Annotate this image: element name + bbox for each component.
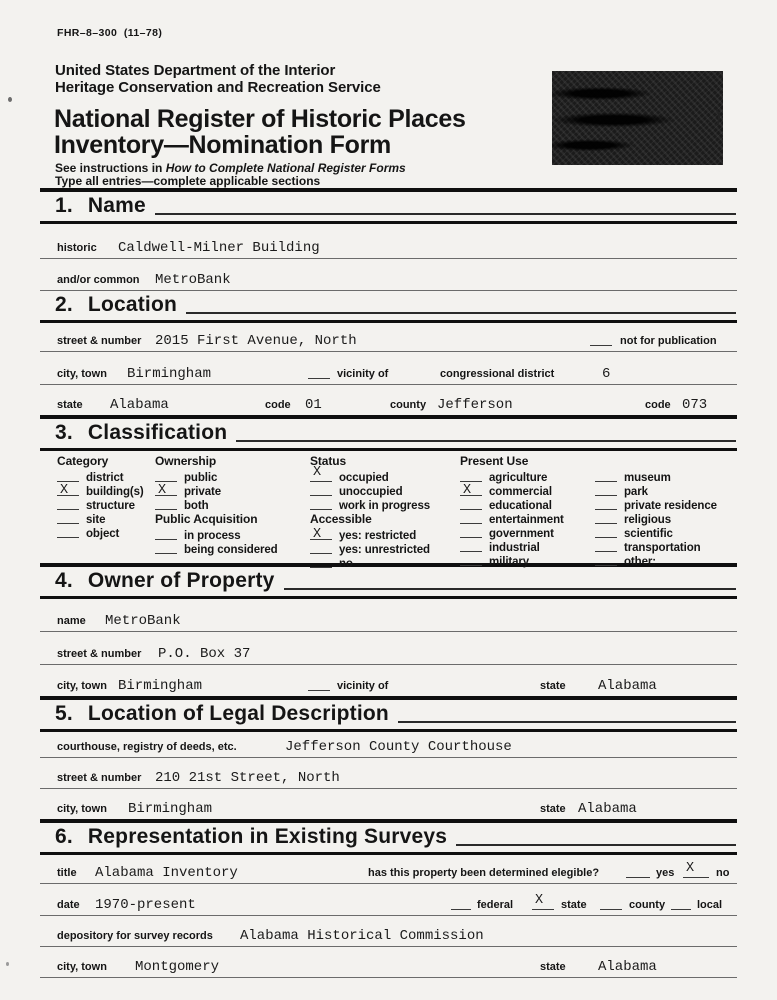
county-label: county: [390, 399, 427, 411]
checkbox-entertainment: [460, 512, 564, 526]
legal-state-label: state: [540, 803, 566, 815]
checkbox-blank: [460, 547, 482, 552]
ownership-column: [155, 455, 278, 556]
checkbox-label: district: [86, 472, 124, 484]
county-option-label: county: [629, 899, 666, 911]
section-divider: [40, 696, 737, 700]
depository-row: [40, 916, 737, 947]
code-label: code: [645, 399, 671, 411]
checkbox-label: agriculture: [489, 472, 548, 484]
checkbox-label: both: [184, 500, 209, 512]
checkbox-blank: [310, 563, 332, 568]
survey-state-value: Alabama: [598, 959, 657, 975]
checkbox-blank: [595, 491, 617, 496]
code-label: code: [265, 399, 291, 411]
yes-blank: [626, 869, 650, 878]
category-column: [57, 455, 144, 540]
instructions-manual-title: How to Complete National Register Forms: [165, 161, 406, 175]
yes-label: yes: [656, 867, 675, 879]
survey-title-label: title: [57, 867, 77, 879]
street-value: 2015 First Avenue, North: [155, 333, 357, 349]
checkbox-blank: [460, 477, 482, 482]
instructions-prefix: See instructions in: [55, 161, 166, 175]
checkbox-label: other:: [624, 556, 656, 568]
section-1-heading: [40, 188, 737, 224]
checkbox-blank: [595, 505, 617, 510]
checkbox-commercial: [460, 484, 564, 498]
not-for-publication-blank: [590, 337, 612, 346]
depository-label: depository for survey records: [57, 930, 213, 942]
page-title: [54, 106, 737, 158]
checkbox-structure: [57, 498, 144, 512]
survey-date-label: date: [57, 899, 80, 911]
checkbox-label: transportation: [624, 542, 701, 554]
section-title: Location: [87, 293, 178, 316]
checkbox-label: industrial: [489, 542, 540, 554]
section-title: Owner of Property: [87, 569, 275, 592]
heading-rule: [236, 440, 736, 442]
checkbox-object: [57, 526, 144, 540]
checkbox-occupied: [310, 465, 430, 484]
legal-city-row: [40, 789, 737, 819]
historic-name-row: [40, 224, 737, 259]
x-mark: X: [158, 483, 167, 498]
checkbox-military: [460, 554, 564, 568]
city-row: [40, 352, 737, 385]
section-5-heading: [40, 696, 737, 732]
checkbox-label: religious: [624, 514, 672, 526]
checkbox-blank: [595, 519, 617, 524]
state-option-blank: [532, 893, 554, 910]
city-label: city, town: [57, 368, 107, 380]
legal-street-value: 210 21st Street, North: [155, 770, 340, 786]
checkbox-label: structure: [86, 500, 135, 512]
stamp-artifact: ): [714, 106, 722, 128]
instructions: [55, 162, 737, 188]
local-blank: [671, 901, 691, 910]
local-option-label: local: [697, 899, 723, 911]
historic-value: Caldwell-Milner Building: [118, 240, 320, 256]
checkbox-in-process: [155, 528, 278, 542]
courthouse-row: [40, 732, 737, 758]
checkbox-work-in-progress: [310, 498, 430, 512]
checkbox-label: private residence: [624, 500, 717, 512]
checkbox-label: object: [86, 528, 120, 540]
checkbox-industrial: [460, 540, 564, 554]
city-value: Birmingham: [127, 366, 212, 382]
checkbox-label: no: [339, 558, 353, 570]
checkbox-blank: [155, 505, 177, 510]
checkbox-no: [310, 556, 430, 570]
state-value: Alabama: [110, 397, 169, 413]
checkbox-label: military: [489, 556, 530, 568]
checkbox-label: work in progress: [339, 500, 431, 512]
legal-city-value: Birmingham: [128, 801, 213, 817]
title-line-2: Inventory—Nomination Form: [54, 131, 391, 159]
code-value: 01: [305, 397, 322, 413]
vicinity-blank: [308, 370, 330, 379]
legal-state-value: Alabama: [578, 801, 637, 817]
owner-city-row: [40, 665, 737, 696]
checkbox-label: museum: [624, 472, 671, 484]
checkbox-blank: [155, 549, 177, 554]
survey-city-row: [40, 947, 737, 978]
vicinity-label: vicinity of: [337, 368, 389, 380]
checkbox-label: commercial: [489, 486, 552, 498]
heading-rule: [186, 312, 736, 314]
county-blank: [600, 901, 622, 910]
section-number: 6.: [55, 825, 73, 848]
survey-city-label: city, town: [57, 961, 107, 973]
checkbox-blank: [460, 483, 482, 498]
checkbox-label: unoccupied: [339, 486, 403, 498]
section-number: 4.: [55, 569, 73, 592]
legal-street-label: street & number: [57, 772, 142, 784]
survey-city-value: Montgomery: [135, 959, 220, 975]
column-title: Ownership: [155, 454, 217, 468]
checkbox-blank: [57, 477, 79, 482]
owner-city-label: city, town: [57, 680, 107, 692]
x-mark: X: [463, 483, 472, 498]
congressional-district-label: congressional district: [440, 368, 555, 380]
column-subtitle: Accessible: [310, 512, 372, 526]
checkbox-blank: [460, 505, 482, 510]
checkbox-label: government: [489, 528, 554, 540]
section-title: Classification: [87, 421, 228, 444]
checkbox-blank: [595, 477, 617, 482]
common-name-label: and/or common: [57, 274, 140, 286]
x-mark: X: [686, 861, 695, 876]
code-value: 073: [682, 397, 708, 413]
checkbox-religious: [595, 512, 717, 526]
checkbox-blank: [155, 535, 177, 540]
checkbox-private: [155, 484, 278, 498]
checkbox-blank: [155, 483, 177, 498]
checkbox-yes-restricted: [310, 528, 430, 542]
heading-rule: [284, 588, 736, 590]
checkbox-blank: [595, 547, 617, 552]
survey-date-row: [40, 884, 737, 916]
checkbox-yes-unrestricted: [310, 542, 430, 556]
classification-grid: [40, 451, 737, 570]
checkbox-label: in process: [184, 530, 241, 542]
section-title: Name: [87, 194, 146, 217]
street-label: street & number: [57, 335, 142, 347]
checkbox-blank: [310, 527, 332, 542]
courthouse-value: Jefferson County Courthouse: [285, 739, 512, 755]
section-number: 2.: [55, 293, 73, 316]
eligible-question: has this property been determined elegible?: [368, 867, 600, 879]
checkbox-blank: [310, 491, 332, 496]
no-label: no: [716, 867, 730, 879]
checkbox-blank: [310, 465, 332, 482]
column-subtitle: Public Acquisition: [155, 512, 258, 526]
depository-value: Alabama Historical Commission: [240, 928, 484, 944]
vicinity-label: vicinity of: [337, 680, 389, 692]
checkbox-unoccupied: [310, 484, 430, 498]
checkbox-government: [460, 526, 564, 540]
county-value: Jefferson: [437, 397, 513, 413]
state-row: [40, 385, 737, 415]
agency-line: Heritage Conservation and Recreation Service: [55, 79, 381, 96]
checkbox-blank: [460, 561, 482, 566]
historic-label: historic: [57, 242, 97, 254]
common-name-row: [40, 259, 737, 291]
owner-state-value: Alabama: [598, 678, 657, 694]
checkbox-blank: [595, 561, 617, 566]
owner-state-label: state: [540, 680, 566, 692]
checkbox-blank: [57, 505, 79, 510]
owner-city-value: Birmingham: [118, 678, 203, 694]
checkbox-blank: [460, 533, 482, 538]
x-mark: X: [60, 483, 69, 498]
checkbox-label: building(s): [86, 486, 144, 498]
section-2-heading: [40, 293, 737, 323]
owner-street-label: street & number: [57, 648, 142, 660]
survey-state-label: state: [540, 961, 566, 973]
owner-street-row: [40, 632, 737, 665]
checkbox-museum: [595, 470, 717, 484]
checkbox-being-considered: [155, 542, 278, 556]
section-divider: [40, 188, 737, 192]
checkbox-label: being considered: [184, 544, 278, 556]
checkbox-blank: [57, 533, 79, 538]
checkbox-blank: [310, 549, 332, 554]
checkbox-label: yes: restricted: [339, 530, 417, 542]
federal-label: federal: [477, 899, 514, 911]
checkbox-buildings: [57, 484, 144, 498]
checkbox-blank: [155, 477, 177, 482]
survey-date-value: 1970-present: [95, 897, 196, 913]
heading-rule: [456, 844, 736, 846]
checkbox-educational: [460, 498, 564, 512]
common-name-value: MetroBank: [155, 272, 231, 288]
checkbox-label: occupied: [339, 472, 389, 484]
survey-title-row: [40, 855, 737, 884]
title-line-1: National Register of Historic Places: [54, 105, 466, 133]
checkbox-label: entertainment: [489, 514, 564, 526]
checkbox-label: educational: [489, 500, 552, 512]
checkbox-agriculture: [460, 470, 564, 484]
section-divider: [40, 415, 737, 419]
checkbox-blank: [57, 519, 79, 524]
checkbox-blank: [310, 505, 332, 510]
status-column: [310, 455, 430, 570]
owner-name-value: MetroBank: [105, 613, 181, 629]
checkbox-label: site: [86, 514, 106, 526]
section-number: 3.: [55, 421, 73, 444]
state-label: state: [57, 399, 83, 411]
x-mark: X: [535, 893, 544, 908]
checkbox-transportation: [595, 540, 717, 554]
section-title: Location of Legal Description: [87, 702, 389, 725]
scan-artifact-dot: [8, 97, 12, 102]
survey-title-value: Alabama Inventory: [95, 865, 238, 881]
checkbox-label: scientific: [624, 528, 673, 540]
street-row: [40, 323, 737, 352]
checkbox-both: [155, 498, 278, 512]
column-title: Category: [57, 454, 109, 468]
section-6-heading: [40, 819, 737, 855]
x-mark: X: [313, 465, 322, 480]
federal-blank: [451, 901, 471, 910]
checkbox-public: [155, 470, 278, 484]
checkbox-label: public: [184, 472, 218, 484]
column-title: Present Use: [460, 454, 529, 468]
column-title: Status: [310, 454, 347, 468]
state-option-label: state: [561, 899, 587, 911]
owner-street-value: P.O. Box 37: [158, 646, 251, 662]
present-use-column: [460, 455, 564, 568]
heading-rule: [398, 721, 736, 723]
section-3-heading: [40, 415, 737, 451]
present-use-column-2: [595, 455, 717, 568]
checkbox-district: [57, 470, 144, 484]
section-number: 5.: [55, 702, 73, 725]
checkbox-blank: [460, 519, 482, 524]
agency-block: [55, 62, 737, 96]
checkbox-park: [595, 484, 717, 498]
checkbox-private-residence: [595, 498, 717, 512]
department-line: United States Department of the Interior: [55, 62, 336, 79]
instructions-line-2: Type all entries—complete applicable sections: [55, 174, 321, 188]
checkbox-other: [595, 554, 717, 568]
x-mark: X: [313, 527, 322, 542]
checkbox-label: park: [624, 486, 648, 498]
checkbox-scientific: [595, 526, 717, 540]
scan-artifact-dot: [6, 962, 9, 966]
not-for-publication-label: not for publication: [620, 335, 717, 347]
section-divider: [40, 819, 737, 823]
courthouse-label: courthouse, registry of deeds, etc.: [57, 741, 237, 753]
vicinity-blank: [308, 682, 330, 691]
legal-city-label: city, town: [57, 803, 107, 815]
form-number: FHR–8–300 (11–78): [57, 27, 163, 39]
section-number: 1.: [55, 194, 73, 217]
checkbox-site: [57, 512, 144, 526]
owner-name-row: [40, 599, 737, 632]
checkbox-label: private: [184, 486, 222, 498]
heading-rule: [155, 213, 736, 215]
legal-street-row: [40, 758, 737, 789]
no-blank: [683, 861, 709, 878]
section-title: Representation in Existing Surveys: [87, 825, 448, 848]
checkbox-blank: [595, 533, 617, 538]
checkbox-label: yes: unrestricted: [339, 544, 430, 556]
checkbox-blank: [57, 483, 79, 498]
congressional-district-value: 6: [602, 366, 611, 382]
owner-name-label: name: [57, 615, 86, 627]
